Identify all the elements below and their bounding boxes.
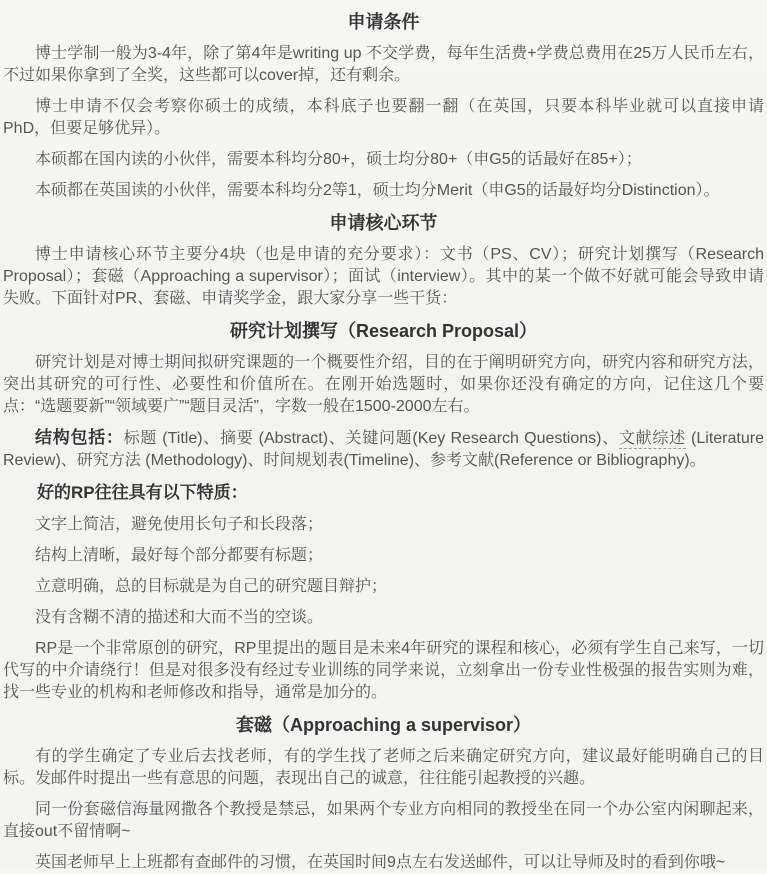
paragraph-email-timing-tip: 英国老师早上上班都有查邮件的习惯，在英国时间9点左右发送邮件，可以让导师及时的看到你哦~ <box>35 854 726 871</box>
paragraph-trait-no-vagueness: 没有含糊不清的描述和大而不当的空谈。 <box>35 609 324 626</box>
paragraph-domestic-grades: 本硕都在国内读的小伙伴，需要本科均分80+，硕士均分80+（申G5的话最好在85+）； <box>35 151 642 168</box>
rp-structure-label: 结构包括： <box>35 428 124 447</box>
paragraph-phd-duration-cost: 博士学制一般为3-4年，除了第4年是writing up 不交学费，每年生活费+学费总费用在25万人民币左右，不过如果你拿到了全奖，这些都可以cover掉，还有剩余。 <box>3 45 764 84</box>
section-title-research-proposal: 研究计划撰写（Research Proposal） <box>229 321 538 341</box>
paragraph-supervisor-goal: 有的学生确定了专业后去找老师，有的学生找了老师之后来确定研究方向，建议最好能明确自己的目标。发邮件时提出一些有意思的问题，表现出自己的诚意，往往能引起教授的兴趣。 <box>3 748 764 787</box>
rp-structure-term-literature-review: 文献综述 <box>618 430 686 447</box>
paragraph-trait-clear-structure: 结构上清晰，最好每个部分都要有标题； <box>35 547 324 564</box>
paragraph-mass-email-warning: 同一份套磁信海量网撒各个教授是禁忌，如果两个专业方向相同的教授坐在同一个办公室内闲聊起来，直接out不留情啊~ <box>3 801 764 840</box>
section-title-application-conditions: 申请条件 <box>347 12 420 32</box>
rp-structure-text-before: 标题 (Title)、摘要 (Abstract)、关键问题(Key Research Questions)、 <box>123 430 619 447</box>
paragraph-rp-originality-note: RP是一个非常原创的研究，RP里提出的题目是未来4年研究的课程和核心，必须有学生自己来写，一切代写的中介请绕行！但是对很多没有经过专业训练的同学来说，立刻拿出一份专业性极强的报告实则为难，找一些专业的机构和老师修改和指导，通常是加分的。 <box>3 640 764 701</box>
paragraph-uk-grades: 本硕都在英国读的小伙伴，需要本科均分2等1，硕士均分Merit（申G5的话最好均分Distinction）。 <box>35 182 720 199</box>
section-title-approaching-supervisor: 套磁（Approaching a supervisor） <box>235 715 532 735</box>
paragraph-trait-concise: 文字上简洁，避免使用长句子和长段落； <box>35 516 324 533</box>
paragraph-rp-intro: 研究计划是对博士期间拟研究课题的一个概要性介绍，目的在于阐明研究方向，研究内容和研究方法，突出其研究的可行性、必要性和价值所在。在刚开始选题时，如果你还没有确定的方向，记住这几个要点：“选题要新”“领域要广”“题目灵活”，字数一般在1500-2000左右。 <box>3 354 764 415</box>
section-title-core-steps: 申请核心环节 <box>329 213 438 233</box>
paragraph-core-steps: 博士申请核心环节主要分4块（也是申请的充分要求）：文书（PS、CV）；研究计划撰写（Research Proposal）；套磁（Approaching a supervisor）；面试（interview）。其中的某一个做不好就可能会导致申请失败。下面针对PR、套磁、申请奖学金，跟大家分享一些干货： <box>3 246 764 307</box>
subheading-good-rp-traits: 好的RP往往具有以下特质： <box>37 483 248 502</box>
paragraph-trait-clear-purpose: 立意明确，总的目标就是为自己的研究题目辩护； <box>35 578 388 595</box>
paragraph-rp-structure <box>3 427 764 472</box>
paragraph-masters-bachelor-grades: 博士申请不仅会考察你硕士的成绩，本科底子也要翻一翻（在英国，只要本科毕业就可以直接申请PhD，但要足够优异）。 <box>3 98 764 137</box>
rp-structure-text-after: (Literature Review)、研究方法 (Methodology)、时间规划表(Timeline)、参考文献(Reference or Bibliography)。 <box>3 430 764 469</box>
